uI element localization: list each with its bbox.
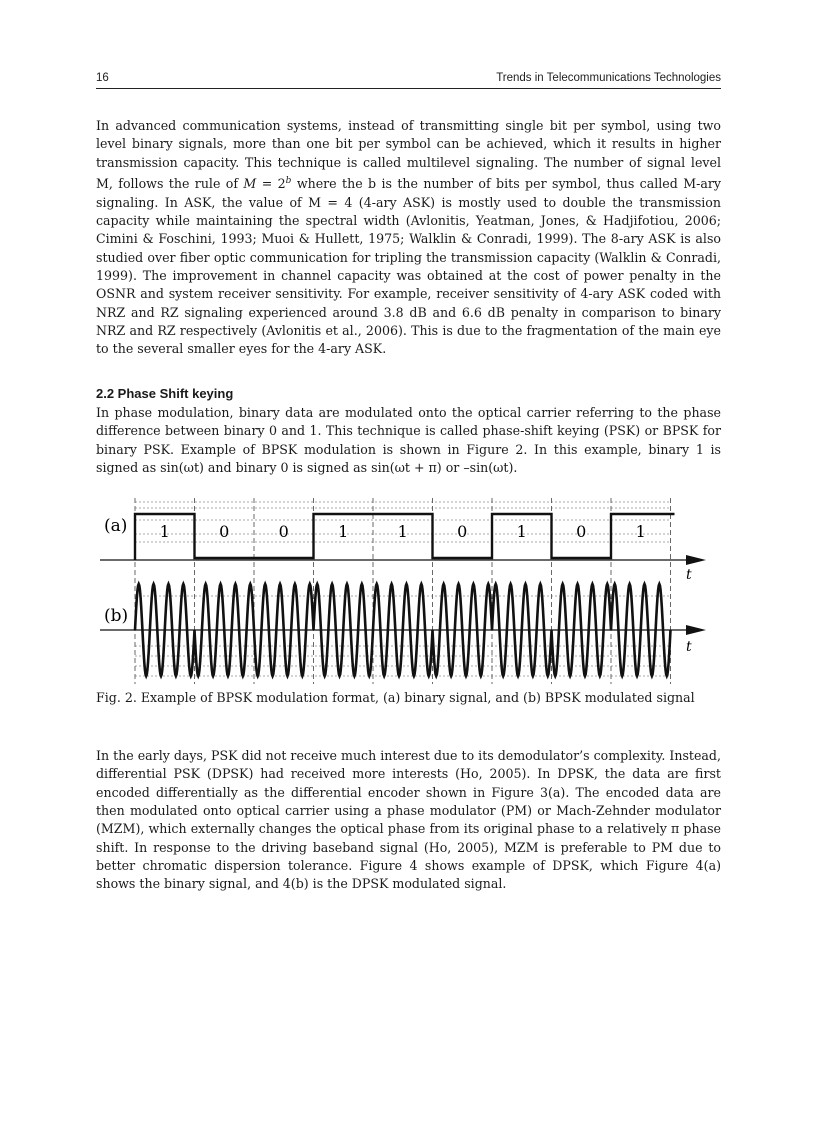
bit-label: 1 xyxy=(159,522,170,541)
page-header xyxy=(96,72,721,88)
bit-label: 1 xyxy=(635,522,646,541)
bit-label: 1 xyxy=(397,522,408,541)
bpsk-figure xyxy=(100,496,710,686)
axis-a-arrow xyxy=(686,555,706,565)
paragraph-dpsk: In the early days, PSK did not receive much interest due to its demodulator’s complexity. Instead, differential PSK (DPSK) had received more interests (Ho, 2005). In DPSK, the data are first encoded differentially as the differential encoder shown in Figure 3(a). The encoded data are then modulated onto optical carrier using a phase modulator (PM) or Mach-Zehnder modulator (MZM), which externally changes the optical phase from its original phase to a relatively π phase shift. In response to the driving baseband signal (Ho, 2005), MZM is preferable to PM due to better chromatic dispersion tolerance. Figure 4 shows example of DPSK, which Figure 4(a) shows the binary signal, and 4(b) is the DPSK modulated signal. xyxy=(96,748,721,892)
section-heading: 2.2 Phase Shift keying xyxy=(96,386,234,401)
bit-label: 0 xyxy=(457,522,468,541)
bit-label: 0 xyxy=(576,522,587,541)
bit-label: 1 xyxy=(516,522,527,541)
bit-labels xyxy=(160,522,646,541)
axis-t-a: t xyxy=(686,567,692,583)
bit-label: 0 xyxy=(219,522,230,541)
label-b: (b) xyxy=(104,606,129,626)
running-title: Trends in Telecommunications Technologies xyxy=(496,72,721,84)
paragraph-multilevel-signaling: In advanced communication systems, instead of transmitting single bit per symbol, using two level binary signals, more than one bit per symbol can be achieved, which it results in higher transmission capacity. This technique is called multilevel signaling. The number of signal level M, follows the rule of $M = 2^b$ where the b is the number of bits per symbol, thus called M-ary signaling. In ASK, the value of M = 4 (4-ary ASK) is mostly used to double the transmission capacity while maintaining the spectral width (Avlonitis, Yeatman, Jones, & Hadjifotiou, 2006; Cimini & Foschini, 1993; Muoi & Hullett, 1975; Walklin & Conradi, 1999). The 8-ary ASK is also studied over fiber optic communication for tripling the transmission capacity (Walklin & Conradi, 1999). The improvement in channel capacity was obtained at the cost of power penalty in the OSNR and system receiver sensitivity. For example, receiver sensitivity of 4-ary ASK coded with NRZ and RZ signaling experienced around 3.8 dB and 6.6 dB penalty in comparison to binary NRZ and RZ respectively (Avlonitis et al., 2006). This is due to the fragmentation of the main eye to the several smaller eyes for the 4-ary ASK. xyxy=(96,118,721,357)
figure-caption: Fig. 2. Example of BPSK modulation format, (a) binary signal, and (b) BPSK modulated signal xyxy=(96,690,695,705)
page-number: 16 xyxy=(96,72,109,84)
label-a: (a) xyxy=(104,516,128,536)
header-rule xyxy=(96,88,721,89)
axis-b-arrow xyxy=(686,625,706,635)
bit-label: 0 xyxy=(278,522,289,541)
bit-label: 1 xyxy=(338,522,349,541)
paragraph-phase-modulation: In phase modulation, binary data are modulated onto the optical carrier referring to the phase difference between binary 0 and 1. This technique is called phase-shift keying (PSK) or BPSK for binary PSK. Example of BPSK modulation is shown in Figure 2. In this example, binary 1 is signed as sin(ωt) and binary 0 is signed as sin(ωt + π) or –sin(ωt). xyxy=(96,405,721,476)
axis-t-b: t xyxy=(686,639,692,655)
